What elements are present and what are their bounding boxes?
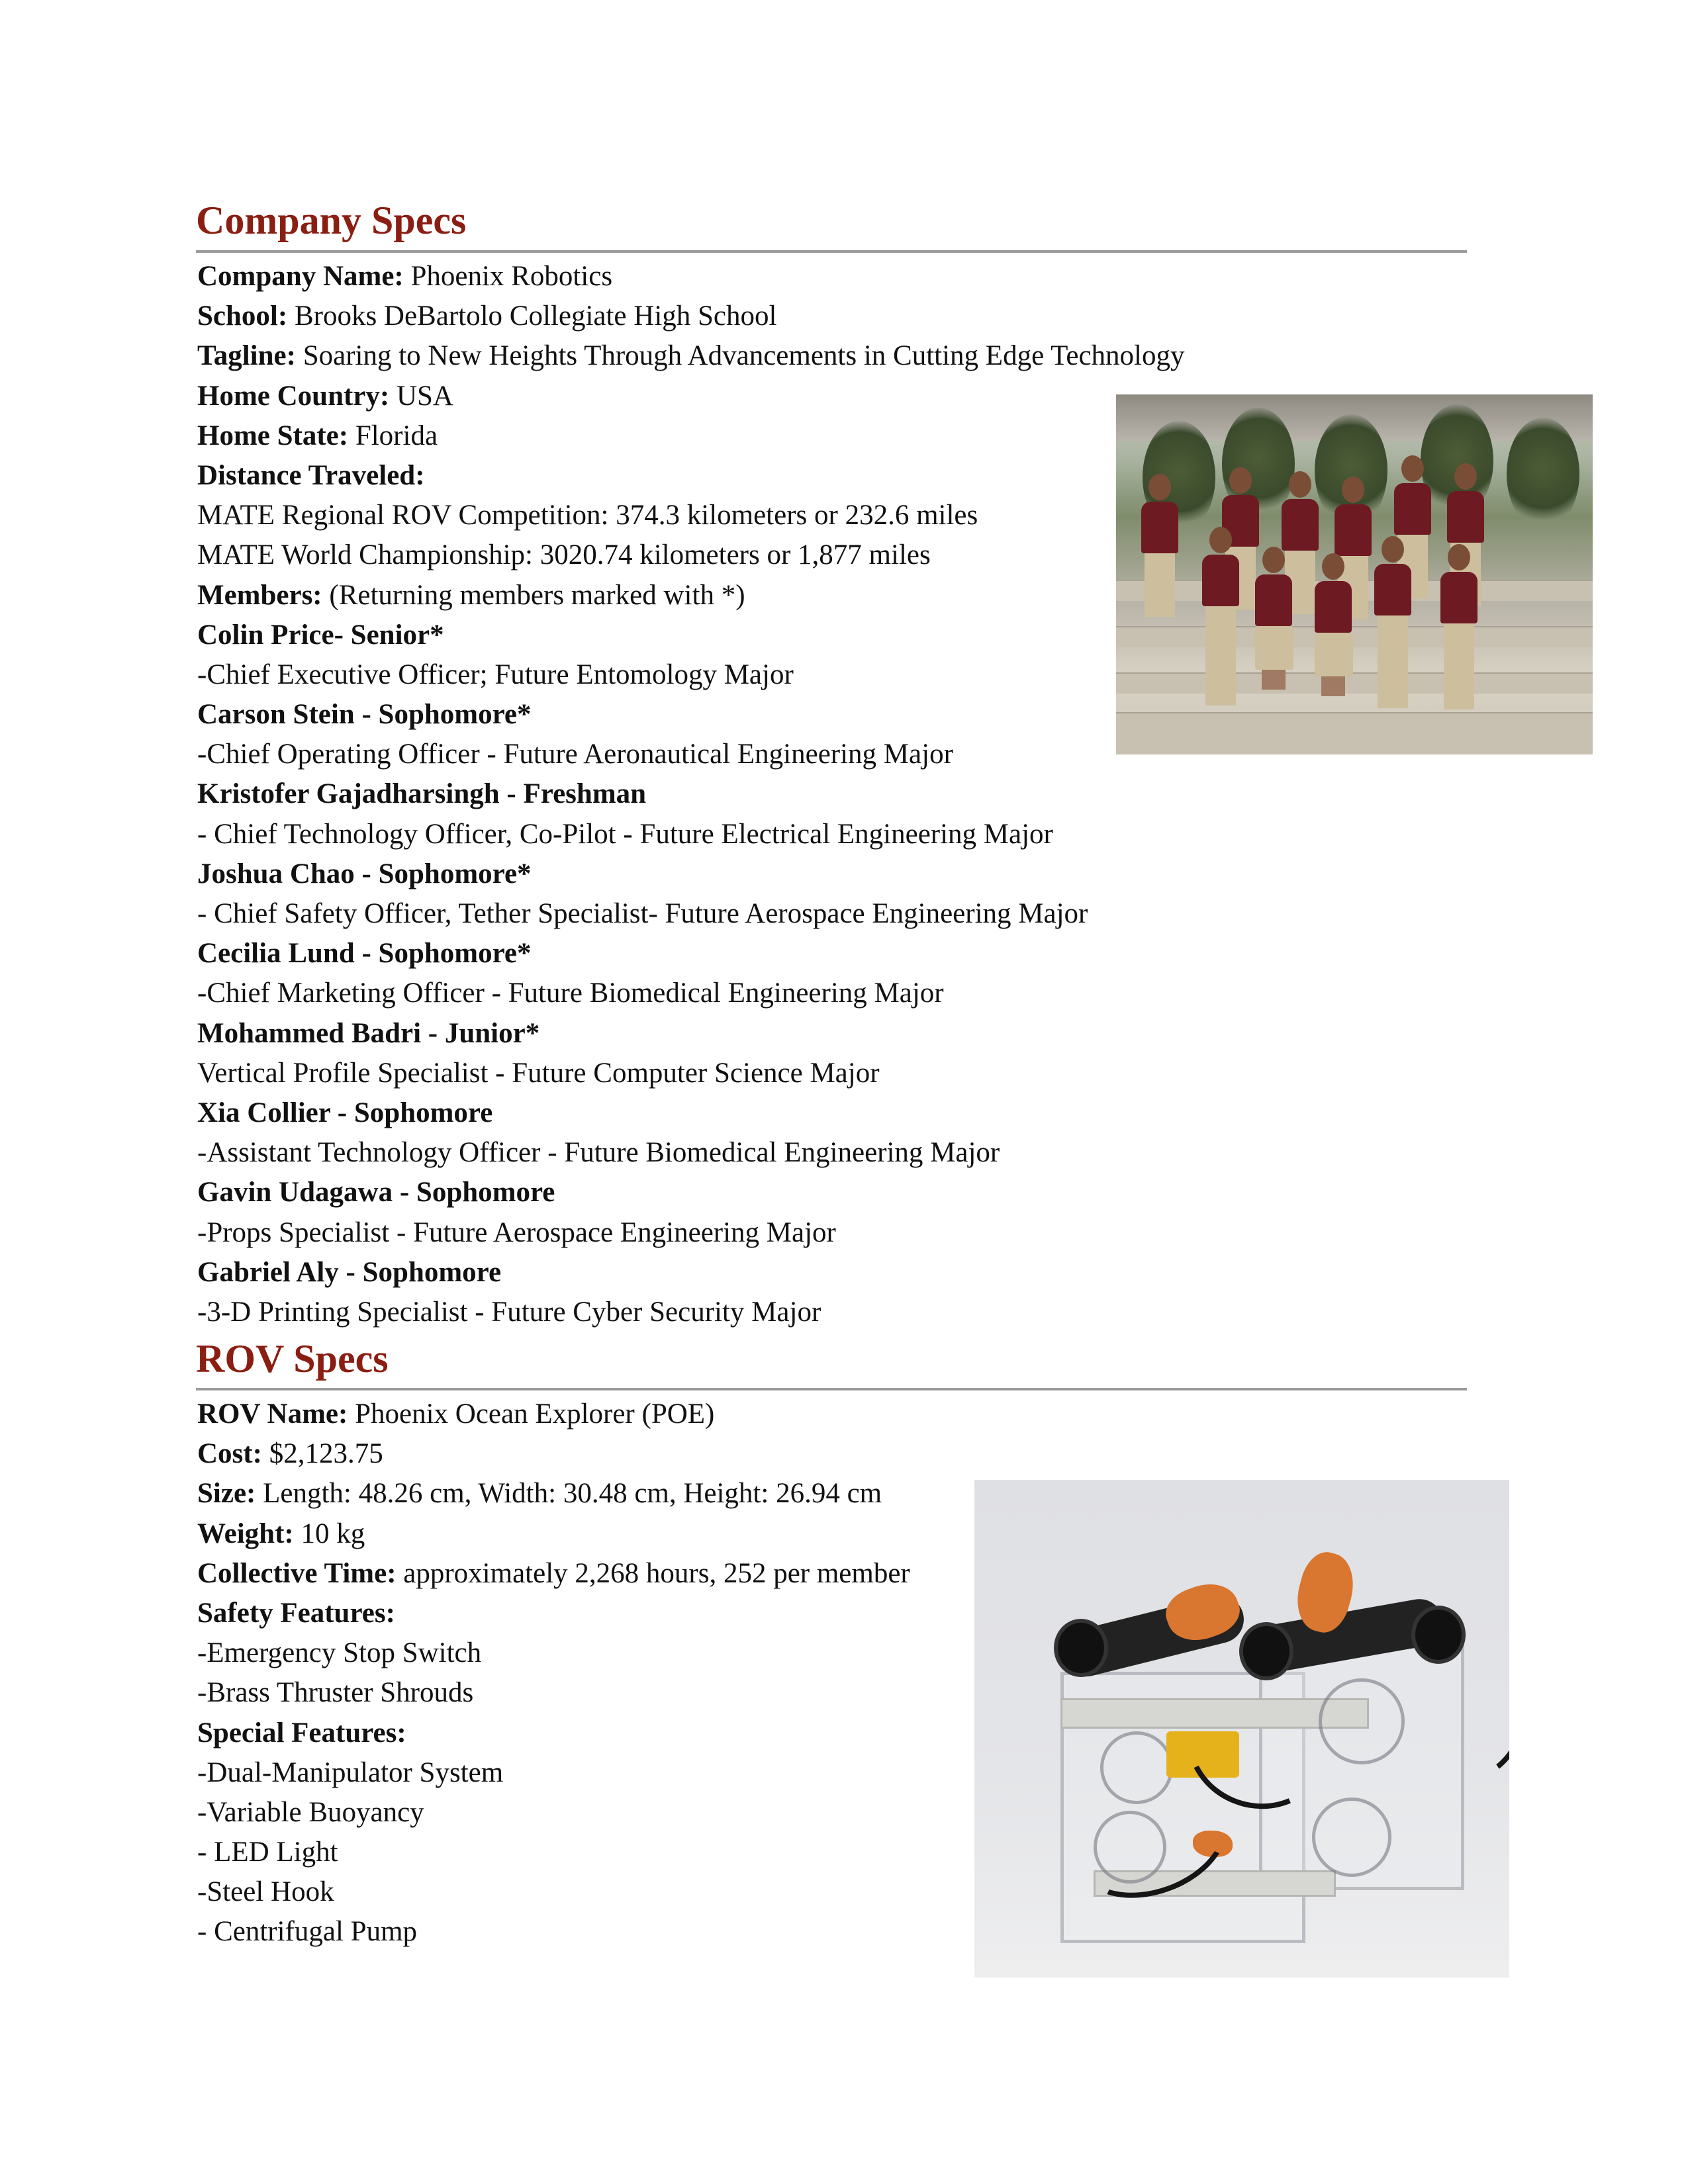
- field-value: Brooks DeBartolo Collegiate High School: [287, 300, 777, 332]
- person-figure: [1440, 544, 1477, 709]
- company-specs-heading: Company Specs: [196, 199, 467, 242]
- member-role: - Chief Safety Officer, Tether Specialist- Future Aerospace Engineering Major: [197, 898, 1088, 929]
- step-shape: [1116, 712, 1593, 754]
- field-value: Length: 48.26 cm, Width: 30.48 cm, Height: 26.94 cm: [256, 1478, 882, 1510]
- rov-specs-heading: ROV Specs: [196, 1337, 389, 1381]
- field-label: Cost:: [197, 1438, 262, 1470]
- step-shape: [1116, 626, 1593, 647]
- home-state-line: [197, 416, 1185, 456]
- rov-name-line: [197, 1394, 910, 1434]
- field-value: USA: [389, 380, 453, 412]
- rov-specs-body: [197, 1394, 910, 1952]
- member-name: Cecilia Lund - Sophomore*: [197, 938, 532, 970]
- field-value: Phoenix Robotics: [403, 261, 613, 292]
- member-name: Kristofer Gajadharsingh - Freshman: [197, 778, 647, 810]
- disc-shape: [1312, 1797, 1391, 1877]
- member-role: -Assistant Technology Officer - Future Biomedical Engineering Major: [197, 1137, 1000, 1169]
- thruster-end: [1239, 1622, 1293, 1680]
- member-role: -Chief Marketing Officer - Future Biomedical Engineering Major: [197, 978, 944, 1009]
- cost-line: [197, 1434, 910, 1474]
- distance-world: MATE World Championship: 3020.74 kilometers or 1,877 miles: [197, 539, 931, 571]
- special-feature: -Variable Buoyancy: [197, 1796, 424, 1828]
- size-line: [197, 1474, 910, 1514]
- special-features-label: Special Features:: [197, 1717, 406, 1749]
- safety-feature: -Emergency Stop Switch: [197, 1637, 482, 1669]
- safety-features-label: Safety Features:: [197, 1597, 395, 1629]
- field-label: Collective Time:: [197, 1557, 397, 1589]
- rov-photo: [974, 1480, 1509, 1978]
- field-value: $2,123.75: [261, 1438, 383, 1470]
- company-name-line: [197, 257, 1185, 296]
- field-label: Home State:: [197, 420, 349, 451]
- field-label: Weight:: [197, 1518, 294, 1549]
- thruster-end: [1054, 1619, 1108, 1677]
- special-feature: -Steel Hook: [197, 1876, 334, 1908]
- safety-feature: -Brass Thruster Shrouds: [197, 1677, 474, 1709]
- member-name: Colin Price- Senior*: [197, 619, 444, 651]
- member-role: - Chief Technology Officer, Co-Pilot - Future Electrical Engineering Major: [197, 818, 1053, 850]
- member-name: Xia Collier - Sophomore: [197, 1097, 493, 1128]
- members-label: Members:: [197, 579, 322, 611]
- field-label: Company Name:: [197, 261, 404, 292]
- home-country-line: [197, 377, 1185, 416]
- rov-specs-rule: [196, 1388, 1467, 1390]
- person-figure: [1315, 553, 1352, 696]
- weight-line: [197, 1514, 910, 1554]
- field-label: Home Country:: [197, 380, 390, 412]
- field-label: Tagline:: [197, 340, 296, 372]
- field-value: Florida: [348, 420, 438, 451]
- member-name: Gabriel Aly - Sophomore: [197, 1256, 502, 1288]
- field-label: Size:: [197, 1478, 256, 1510]
- member-role: -Chief Executive Officer; Future Entomology Major: [197, 659, 794, 690]
- field-value: Soaring to New Heights Through Advancements in Cutting Edge Technology: [295, 340, 1185, 372]
- step-shape: [1116, 672, 1593, 694]
- special-feature: - Centrifugal Pump: [197, 1916, 418, 1948]
- person-figure: [1202, 527, 1239, 705]
- distance-regional: MATE Regional ROV Competition: 374.3 kilometers or 232.6 miles: [197, 500, 978, 531]
- tree-shape: [1507, 418, 1579, 530]
- disc-shape: [1319, 1678, 1405, 1764]
- field-label: ROV Name:: [197, 1398, 348, 1430]
- person-figure: [1374, 536, 1411, 708]
- company-specs-body: [197, 257, 1185, 1332]
- member-role: -Chief Operating Officer - Future Aeronautical Engineering Major: [197, 739, 953, 770]
- distance-traveled-line: [197, 456, 1185, 496]
- company-specs-rule: [196, 250, 1467, 253]
- member-name: Mohammed Badri - Junior*: [197, 1017, 540, 1049]
- special-feature: -Dual-Manipulator System: [197, 1756, 504, 1788]
- school-line: [197, 296, 1185, 336]
- members-line: [197, 576, 1185, 615]
- person-figure: [1255, 547, 1292, 690]
- member-name: Carson Stein - Sophomore*: [197, 699, 532, 731]
- special-feature: - LED Light: [197, 1837, 338, 1868]
- person-figure: [1141, 474, 1178, 617]
- field-value: approximately 2,268 hours, 252 per member: [396, 1557, 910, 1589]
- field-label: School:: [197, 300, 288, 332]
- member-role: Vertical Profile Specialist - Future Computer Science Major: [197, 1057, 880, 1089]
- members-note: (Returning members marked with *): [322, 579, 745, 611]
- field-value: Phoenix Ocean Explorer (POE): [348, 1398, 715, 1430]
- field-label: Distance Traveled:: [197, 459, 425, 491]
- team-photo: [1116, 394, 1593, 754]
- collective-time-line: [197, 1554, 910, 1594]
- member-name: Joshua Chao - Sophomore*: [197, 858, 532, 889]
- member-role: -3-D Printing Specialist - Future Cyber Security Major: [197, 1296, 821, 1328]
- member-role: -Props Specialist - Future Aerospace Engineering Major: [197, 1216, 836, 1248]
- field-value: 10 kg: [293, 1518, 365, 1549]
- member-name: Gavin Udagawa - Sophomore: [197, 1177, 555, 1208]
- tagline-line: [197, 336, 1185, 376]
